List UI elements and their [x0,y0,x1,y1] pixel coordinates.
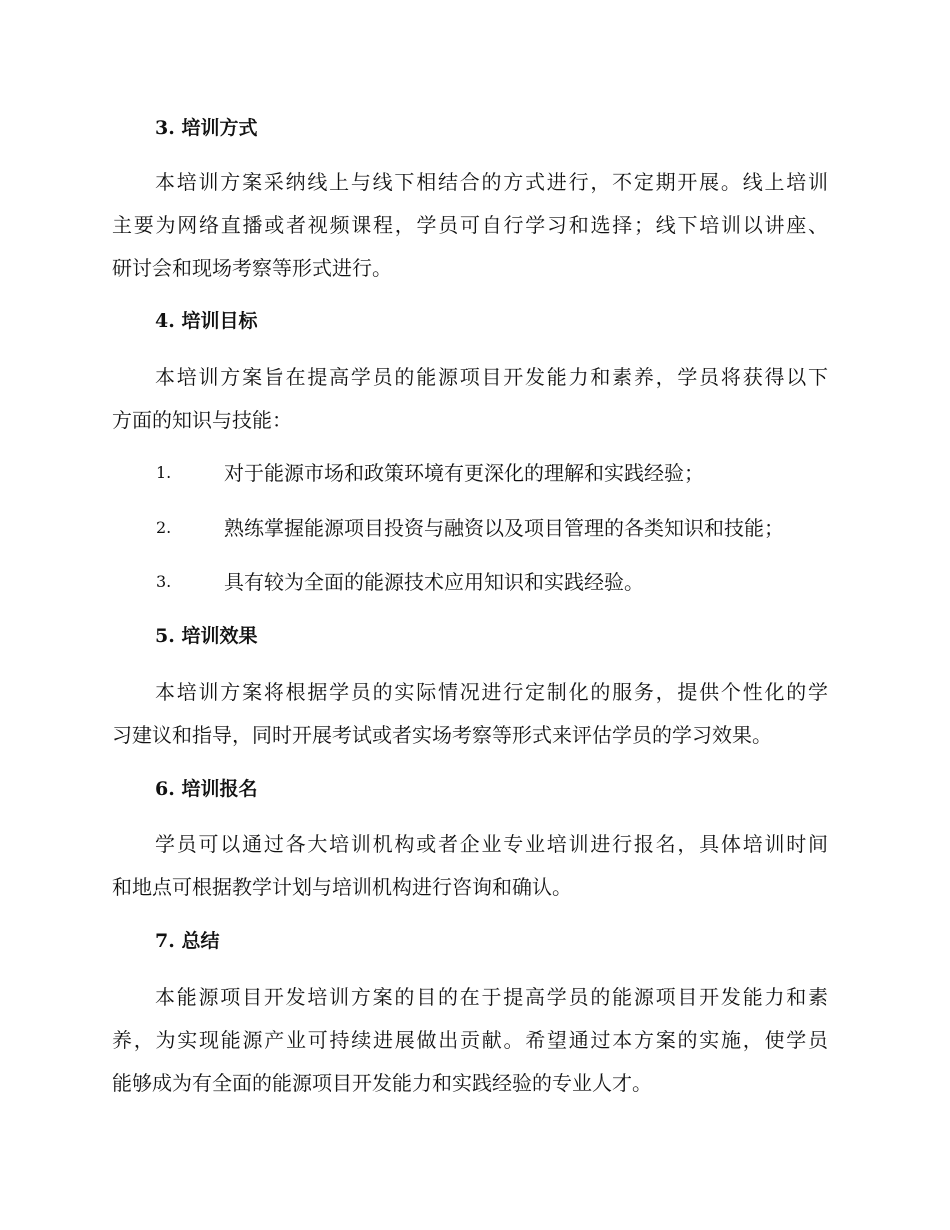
list-item-number: 3. [156,572,172,591]
paragraph-line: 研讨会和现场考察等形式进行。 [112,256,392,280]
paragraph-line: 方面的知识与技能： [112,408,292,432]
paragraph-line: 学员可以通过各大培训机构或者企业专业培训进行报名，具体培训时间 [155,832,828,856]
paragraph-line: 主要为网络直播或者视频课程，学员可自行学习和选择；线下培训以讲座、 [112,213,828,237]
section-heading-training-method: 3. 培训方式 [155,117,258,139]
list-item: 熟练掌握能源项目投资与融资以及项目管理的各类知识和技能； [224,516,784,540]
paragraph-line: 养，为实现能源产业可持续进展做出贡献。希望通过本方案的实施，使学员 [112,1028,828,1052]
paragraph-line: 能够成为有全面的能源项目开发能力和实践经验的专业人才。 [112,1071,652,1095]
paragraph-line: 本培训方案将根据学员的实际情况进行定制化的服务，提供个性化的学 [155,680,828,704]
list-item: 对于能源市场和政策环境有更深化的理解和实践经验； [224,461,704,485]
paragraph-line: 本培训方案旨在提高学员的能源项目开发能力和素养，学员将获得以下 [155,365,828,389]
list-item-number: 1. [156,463,172,482]
paragraph-line: 本能源项目开发培训方案的目的在于提高学员的能源项目开发能力和素 [155,985,828,1009]
section-heading-summary: 7. 总结 [155,930,220,952]
list-item-number: 2. [156,518,172,537]
paragraph-line: 和地点可根据教学计划与培训机构进行咨询和确认。 [112,875,572,899]
section-heading-training-effect: 5. 培训效果 [155,625,258,647]
section-heading-training-goals: 4. 培训目标 [155,310,258,332]
section-heading-registration: 6. 培训报名 [155,778,258,800]
paragraph-line: 习建议和指导，同时开展考试或者实场考察等形式来评估学员的学习效果。 [112,723,772,747]
list-item: 具有较为全面的能源技术应用知识和实践经验。 [224,570,644,594]
paragraph-line: 本培训方案采纳线上与线下相结合的方式进行，不定期开展。线上培训 [155,170,828,194]
